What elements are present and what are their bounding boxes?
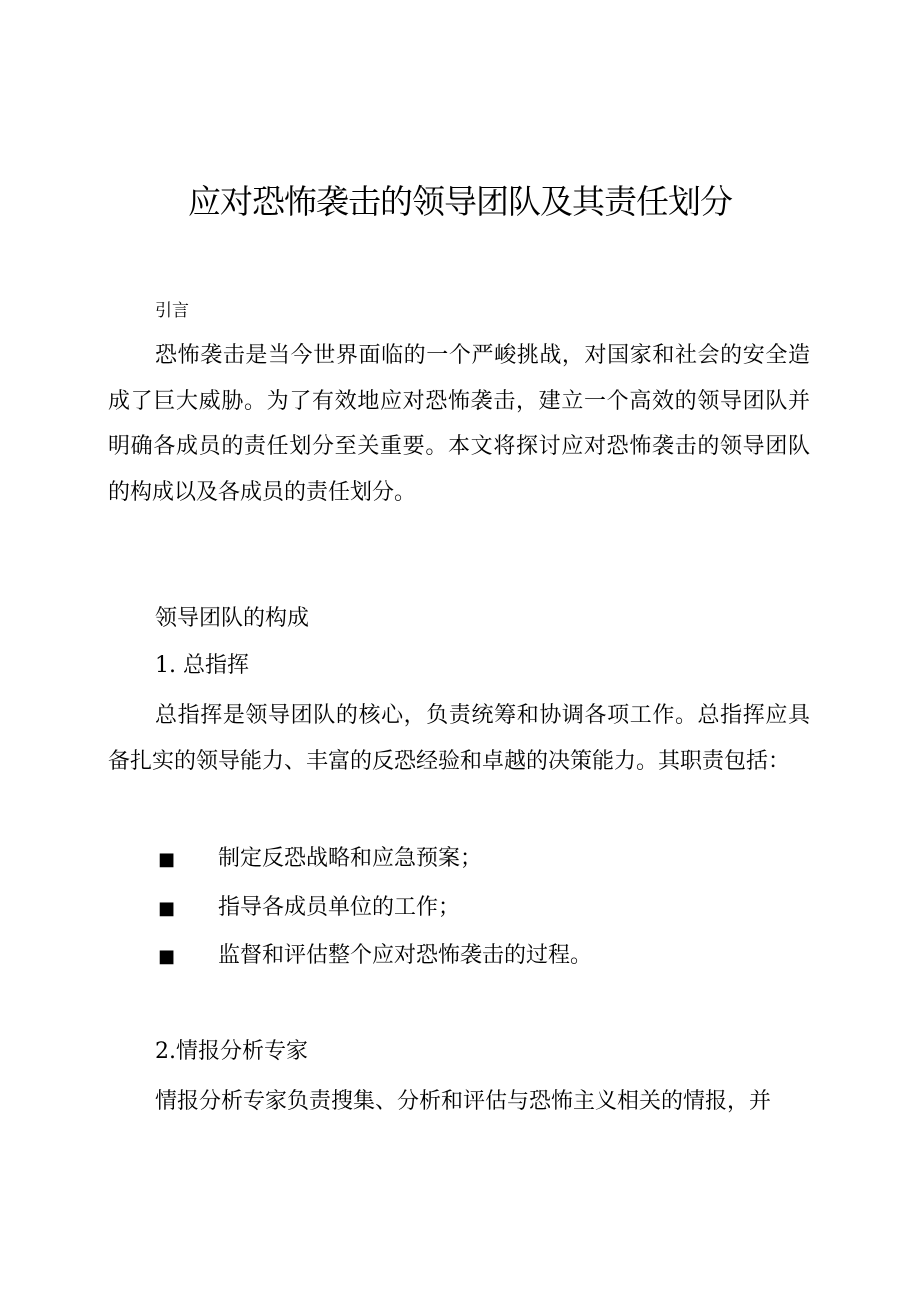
list-item-text: 制定反恐战略和应急预案；	[218, 846, 483, 871]
subheading-intel-analyst: 2.情报分析专家	[155, 1039, 308, 1064]
square-bullet-icon: ■	[158, 897, 176, 919]
document-title: 应对恐怖袭击的领导团队及其责任划分	[188, 182, 732, 221]
section-heading-composition: 领导团队的构成	[155, 606, 310, 631]
square-bullet-icon: ■	[158, 946, 176, 967]
commander-paragraph: 总指挥是领导团队的核心，负责统筹和协调各项工作。总指挥应具备扎实的领导能力、丰富的反恐经验和卓越的决策能力。其职责包括：	[108, 703, 810, 774]
intro-label: 引言	[155, 301, 189, 321]
list-item	[158, 836, 592, 885]
list-item	[158, 933, 592, 982]
list-item	[158, 885, 592, 934]
square-bullet-icon: ■	[158, 849, 176, 870]
list-item-text: 指导各成员单位的工作；	[218, 894, 461, 920]
intro-paragraph: 恐怖袭击是当今世界面临的一个严峻挑战，对国家和社会的安全造成了巨大威胁。为了有效地应对恐怖袭击，建立一个高效的领导团队并明确各成员的责任划分至关重要。本文将探讨应对恐怖袭击的领导团队的构成以及各成员的责任划分。	[108, 343, 810, 505]
list-item-text: 监督和评估整个应对恐怖袭击的过程。	[218, 943, 593, 968]
commander-duties-list	[158, 836, 592, 982]
subheading-commander: 1. 总指挥	[155, 653, 249, 678]
intel-paragraph: 情报分析专家负责搜集、分析和评估与恐怖主义相关的情报，并	[155, 1089, 772, 1114]
